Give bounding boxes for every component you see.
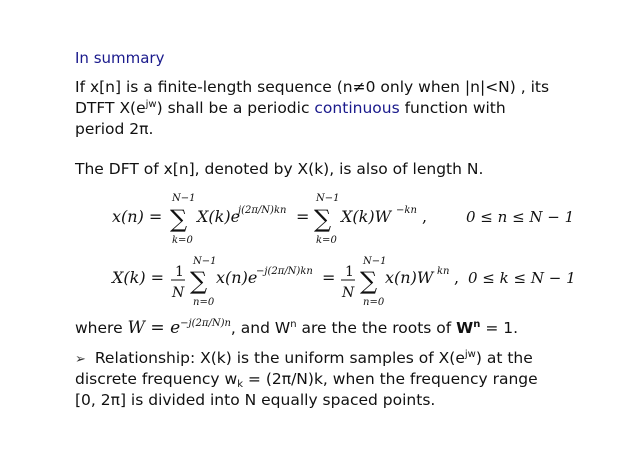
eq2-sum2-top: N−1 [363, 256, 387, 267]
para1-line3: period 2π. [75, 120, 154, 138]
relationship-line1: ➢ Relationship: X(k) is the uniform samples of $X(e^{jw})$ at the [75, 349, 533, 367]
eq1-term1: X(k)e [197, 207, 241, 226]
arrow-bullet-icon: ➢ [75, 352, 86, 367]
eq1-range: 0 ≤ n ≤ N − 1 [466, 208, 575, 226]
para1-line2: DTFT $X(e^{jw})$ shall be a periodic continuous function with [75, 99, 506, 117]
eq1-sigma1: ∑ [170, 205, 188, 233]
eq1-equals: = [296, 207, 310, 226]
eq2-comma: , [454, 268, 460, 287]
eq2-sigma2: ∑ [360, 267, 378, 295]
eq1-term1-exp: j(2π/N)kn [238, 205, 287, 216]
eq1-sum1-bot: k=0 [172, 235, 193, 246]
eq2-sum2-bot: n=0 [363, 297, 385, 308]
eq2-range: 0 ≤ k ≤ N − 1 [468, 269, 576, 287]
eq2-sigma1: ∑ [190, 267, 208, 295]
eq2-equals: = [322, 268, 336, 287]
continuous-keyword: continuous [314, 99, 400, 117]
slide-heading: In summary [75, 49, 165, 67]
eq1-sigma2: ∑ [314, 205, 332, 233]
relationship-line3: [0, 2π] is divided into N equally spaced points. [75, 391, 436, 409]
eq2-frac2-num: 1 [345, 264, 354, 280]
para2: The DFT of x[n], denoted by X(k), is also of length N. [75, 160, 484, 178]
relationship-line2: discrete frequency $w_k = (2\pi/N)k$, when the frequency range [75, 370, 538, 390]
eq2-term1: x(n)e [216, 268, 258, 287]
eq1-sum1-top: N−1 [172, 193, 196, 204]
eq2-term1-exp: −j(2π/N)kn [256, 266, 313, 277]
w-definition: W = e [127, 318, 181, 338]
eq1-term2: X(k)W [341, 207, 392, 226]
eq2-sum1-top: N−1 [193, 256, 217, 267]
eq1-sum2-bot: k=0 [316, 235, 337, 246]
eq2-term2-exp: kn [437, 266, 450, 277]
eq1-comma: , [422, 207, 428, 226]
equation-inverse-dft [112, 193, 574, 246]
eq2-lhs: X(k) = [112, 268, 165, 287]
para1-line1: If x[n] is a finite-length sequence (n≠0 only when |n|<N) , its [75, 78, 550, 96]
eq2-sum1-bot: n=0 [193, 297, 215, 308]
eq1-sum2-top: N−1 [316, 193, 340, 204]
eq1-lhs: x(n) = [112, 207, 163, 226]
eq2-frac2-den: N [342, 285, 355, 301]
eq2-frac1-den: N [172, 285, 185, 301]
eq2-frac1-num: 1 [175, 264, 184, 280]
eq2-term2: x(n)W [385, 268, 434, 287]
where-line: where $W = e^{-j(2\pi/N)n}$, and $W^n$ are the the roots of $W^n = 1$. [75, 318, 519, 338]
eq1-term2-exp: −kn [396, 205, 417, 216]
equation-dft [110, 256, 576, 308]
